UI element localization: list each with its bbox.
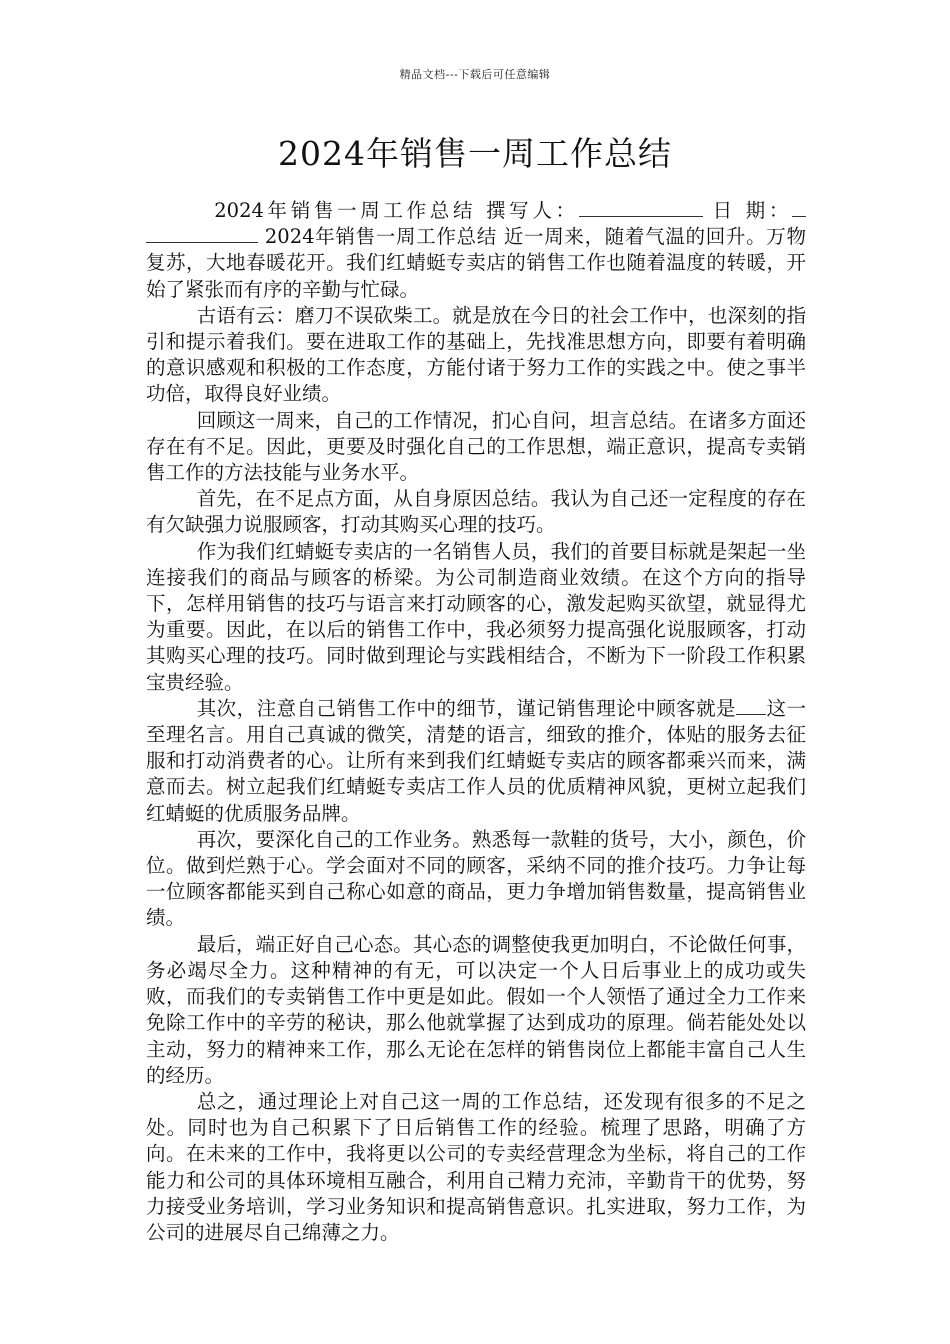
author-blank	[579, 198, 703, 217]
body-paragraph: 回顾这一周来，自己的工作情况，扪心自问，坦言总结。在诸多方面还存在有不足。因此，更要及时强化自己的工作思想，端正意识，提高专卖销售工作的方法技能与业务水平。	[146, 408, 806, 485]
body-paragraph	[146, 696, 806, 827]
body-paragraph: 总之，通过理论上对自己这一周的工作总结，还发现有很多的不足之处。同时也为自己积累下了日后销售工作的经验。梳理了思路，明确了方向。在未来的工作中，我将更以公司的专卖经营理念为坐标，将自己的工作能力和公司的具体环境相互融合，利用自己精力充沛，辛勤肯干的优势，努力接受业务培训，学习业务知识和提高销售意识。扎实进取，努力工作，为公司的进展尽自己绵薄之力。	[146, 1089, 806, 1244]
document-body	[146, 198, 806, 1246]
body-paragraph: 再次，要深化自己的工作业务。熟悉每一款鞋的货号，大小，颜色，价位。做到烂熟于心。学会面对不同的顾客，采纳不同的推介技巧。力争让每一位顾客都能买到自己称心如意的商品，更力争增加销售数量，提高销售业绩。	[146, 827, 806, 930]
body-paragraph: 古语有云：磨刀不误砍柴工。就是放在今日的社会工作中，也深刻的指引和提示着我们。要在进取工作的基础上，先找准思想方向，即要有着明确的意识感观和积极的工作态度，方能付诸于努力工作的实践之中。使之事半功倍，取得良好业绩。	[146, 303, 806, 406]
date-blank	[792, 198, 806, 217]
customer-blank	[736, 696, 766, 715]
intro-paragraph	[146, 198, 806, 303]
document-title: 2024年销售一周工作总结	[278, 134, 672, 173]
second-paragraph-start: 其次，注意自己销售工作中的细节，谨记销售理论中顾客就是	[196, 696, 737, 720]
intro-date-label: 日 期：	[702, 199, 792, 222]
intro-body-text: 2024年销售一周工作总结 近一周来，随着气温的回升。万物复苏，大地春暖花开。我们红蜻蜓专卖店的销售工作也随着温度的转暖，开始了紧张而有序的辛勤与忙碌。	[146, 225, 806, 301]
body-paragraph: 最后，端正好自己心态。其心态的调整使我更加明白，不论做任何事，务必竭尽全力。这种精神的有无，可以决定一个人日后事业上的成功或失败，而我们的专卖销售工作中更是如此。假如一个人领悟了通过全力工作来免除工作中的辛劳的秘诀，那么他就掌握了达到成功的原理。倘若能处处以主动，努力的精神来工作，那么无论在怎样的销售岗位上都能丰富自己人生的经历。	[146, 932, 806, 1087]
second-paragraph-end: 这一至理名言。用自己真诚的微笑，清楚的语言，细致的推介，体贴的服务去征服和打动消费者的心。让所有来到我们红蜻蜓专卖店的顾客都乘兴而来，满意而去。树立起我们红蜻蜓专卖店工作人员的优质精神风貌，更树立起我们红蜻蜓的优质服务品牌。	[146, 696, 806, 825]
body-paragraph: 作为我们红蜻蜓专卖店的一名销售人员，我们的首要目标就是架起一坐连接我们的商品与顾客的桥梁。为公司制造商业效绩。在这个方向的指导下，怎样用销售的技巧与语言来打动顾客的心，激发起购买欲望，就显得尤为重要。因此，在以后的销售工作中，我必须努力提高强化说服顾客，打动其购买心理的技巧。同时做到理论与实践相结合，不断为下一阶段工作积累宝贵经验。	[146, 539, 806, 694]
page-header-note: 精品文档---下载后可任意编辑	[399, 68, 551, 81]
intro-author-label: 2024年销售一周工作总结 撰写人：	[214, 199, 579, 222]
body-paragraph: 首先，在不足点方面，从自身原因总结。我认为自己还一定程度的存在有欠缺强力说服顾客，打动其购买心理的技巧。	[146, 487, 806, 537]
date-blank-continued	[146, 224, 258, 243]
